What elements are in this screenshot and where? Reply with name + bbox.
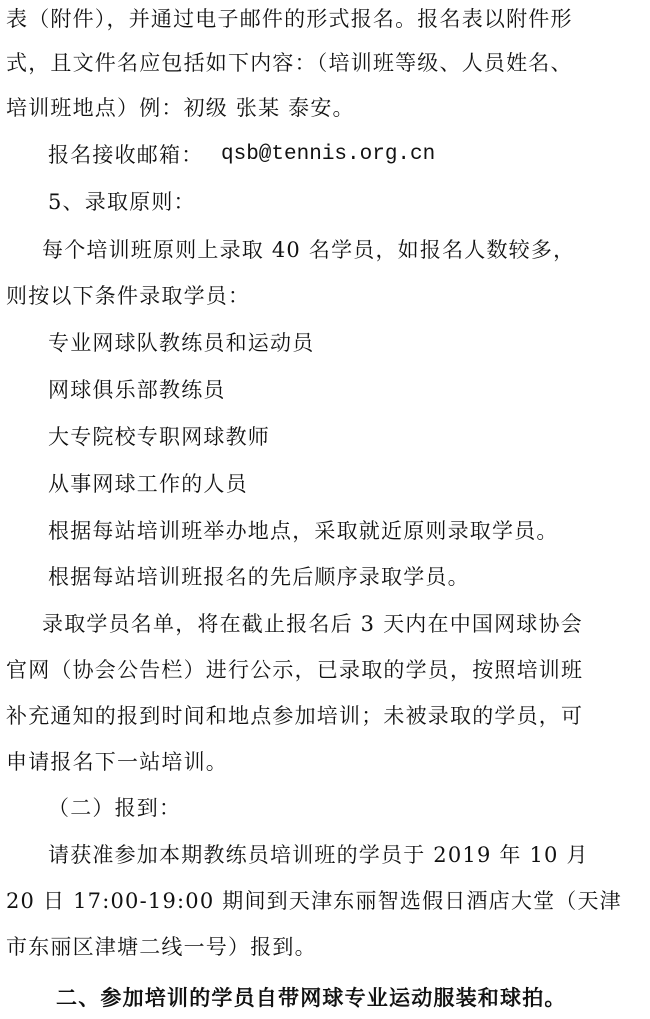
paragraph-line-1: 表（附件），并通过电子邮件的形式报名。报名表以附件形 bbox=[6, 7, 573, 31]
paragraph-line-7: 官网（协会公告栏）进行公示，已录取的学员，按照培训班 bbox=[6, 658, 584, 682]
section-heading-2: 二、参加培训的学员自带网球专业运动服装和球拍。 bbox=[56, 986, 567, 1010]
paragraph-line-12: 市东丽区津塘二线一号）报到。 bbox=[6, 935, 317, 959]
paragraph-line-8: 补充通知的报到时间和地点参加培训；未被录取的学员，可 bbox=[6, 704, 584, 728]
criteria-item-6: 根据每站培训班报名的先后顺序录取学员。 bbox=[48, 565, 470, 589]
criteria-item-2: 网球俱乐部教练员 bbox=[48, 378, 226, 402]
paragraph-line-4: 每个培训班原则上录取 40 名学员，如报名人数较多， bbox=[42, 238, 576, 262]
criteria-item-1: 专业网球队教练员和运动员 bbox=[48, 331, 315, 355]
paragraph-line-5: 则按以下条件录取学员： bbox=[6, 284, 251, 308]
paragraph-line-11: 20 日 17:00-19:00 期间到天津东丽智选假日酒店大堂（天津 bbox=[6, 889, 622, 913]
section-heading-5: 5、录取原则： bbox=[48, 190, 196, 214]
paragraph-line-9: 申请报名下一站培训。 bbox=[6, 750, 228, 774]
paragraph-line-6: 录取学员名单，将在截止报名后 3 天内在中国网球协会 bbox=[42, 612, 583, 636]
criteria-item-3: 大专院校专职网球教师 bbox=[48, 425, 270, 449]
email-label: 报名接收邮箱： bbox=[48, 143, 204, 167]
paragraph-line-2: 式，且文件名应包括如下内容：（培训班等级、人员姓名、 bbox=[6, 51, 573, 75]
criteria-item-5: 根据每站培训班举办地点，采取就近原则录取学员。 bbox=[48, 519, 559, 543]
paragraph-line-10: 请获准参加本期教练员培训班的学员于 2019 年 10 月 bbox=[48, 843, 589, 867]
criteria-item-4: 从事网球工作的人员 bbox=[48, 472, 248, 496]
email-address: qsb@tennis.org.cn bbox=[221, 143, 436, 166]
paragraph-line-3: 培训班地点）例：初级 张某 泰安。 bbox=[6, 96, 355, 120]
subsection-heading-2: （二）报到： bbox=[48, 796, 182, 820]
